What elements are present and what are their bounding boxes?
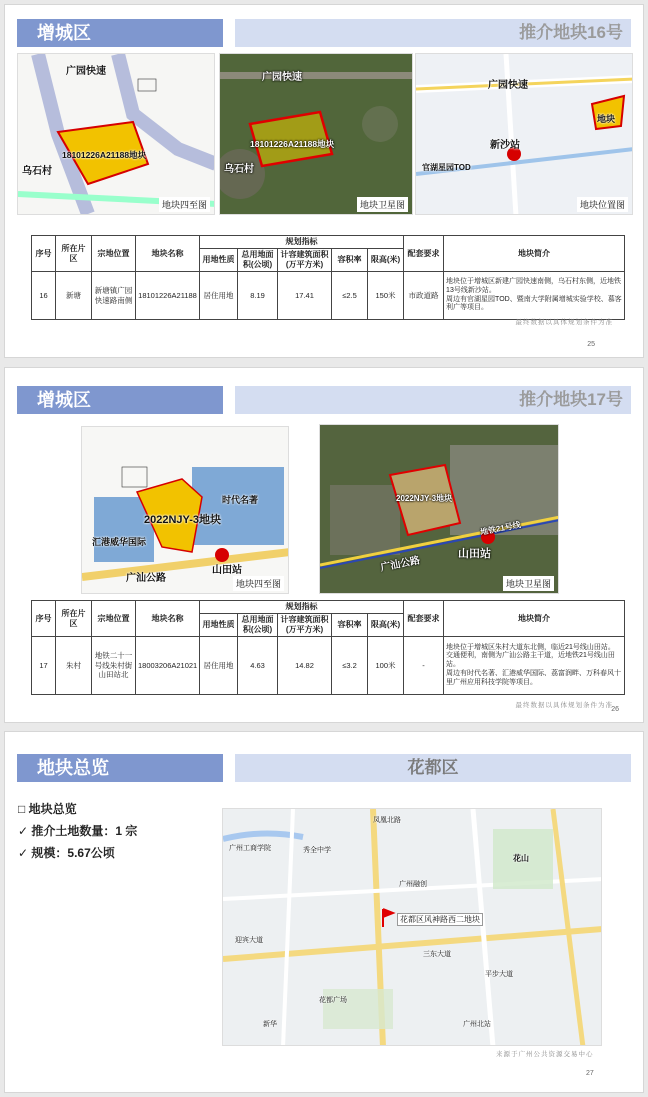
col-name: 地块名称 <box>136 601 200 637</box>
table-row: 17 朱村 地铁二十一号线朱村街山田站北 18003206A21021 居住用地 4.63 14.82 ≤3.2 100米 - 地块位于增城区朱村大道东北侧，临近21号线山田站。 交通便利，南侧为广汕公路主干道，近地铁21号线山田站。 周边有时代名著、汇港威华国际、荔富润畔、万科春风十里广州应用科技学院等项目。 <box>32 637 625 695</box>
satellite-map <box>219 53 413 215</box>
plot-table <box>31 235 625 320</box>
area-label: 新华 <box>263 1021 277 1028</box>
bullet-summary: □ 地块总览 <box>18 802 77 816</box>
bullet-count: ✓ 推介土地数量：1 宗 <box>18 824 138 838</box>
road-label: 广园快速 <box>488 80 528 91</box>
desc-cell: 地块位于增城区朱村大道东北侧，临近21号线山田站。 交通便利，南侧为广汕公路主干道，近地铁21号线山田站。 周边有时代名著、汇港威华国际、荔富润畔、万科春风十里广州应用科技学院等项目。 <box>444 637 625 695</box>
station-label: 山田站 <box>212 565 242 576</box>
summary-bullets <box>18 798 137 864</box>
project-label: 时代名著 <box>222 495 259 505</box>
road-label: 三东大道 <box>423 951 451 958</box>
plot-label: 18101226A21188地块 <box>250 139 335 149</box>
bullet-scale: ✓ 规模：5.67公顷 <box>18 846 115 860</box>
footnote: 最终数据以具体规划条件为准 <box>515 702 613 709</box>
road-label: 凤凰北路 <box>373 817 401 824</box>
col-use: 用地性质 <box>200 249 238 272</box>
plot-label: 18101226A21188地块 <box>62 150 147 160</box>
col-name: 地块名称 <box>136 236 200 272</box>
map-caption: 地块卫星图 <box>357 197 408 212</box>
col-no: 序号 <box>32 236 56 272</box>
boundary-map <box>17 53 215 215</box>
project-label: 汇港威华国际 <box>92 537 147 547</box>
road-label: 广汕公路 <box>126 573 166 584</box>
col-planning: 规划指标 <box>200 601 404 614</box>
location-map <box>415 53 633 215</box>
plot-table: 序号 所在片区 宗地位置 地块名称 规划指标 配套要求 地块简介 用地性质 总用地面积(公顷) 计容建筑面积(万平方米) 容积率 限高(米) 17 朱村 地铁二十一号线朱村街山田站北 18003206A21021 居住用地 4.63 14.82 ≤3.2 100米 - 地块位于增城区朱村大道东北侧，临近21号线山田站。 交通便利，南侧为广汕公路主干道，近地铁21号线山田站。 周边有时代名著、汇港威华国际、荔富润畔、万科春风十里广州应用科技学院等项目。 <box>31 600 625 695</box>
plot-label: 地块 <box>597 114 616 124</box>
map-caption: 地块四至图 <box>233 576 284 591</box>
road-label: 平步大道 <box>485 971 513 978</box>
village-label: 乌石村 <box>224 164 254 175</box>
col-location: 宗地位置 <box>92 236 136 272</box>
satellite-drawing <box>220 54 413 215</box>
huadu-map <box>222 808 602 1046</box>
map-caption: 地块卫星图 <box>503 576 554 591</box>
tod-label: 官湖星园TOD <box>422 163 471 172</box>
page-number: 27 <box>586 1070 594 1077</box>
page-number: 25 <box>587 341 595 348</box>
plot-label: 2022NJY-3地块 <box>396 494 453 503</box>
road-label: 广汕公路 <box>379 555 422 574</box>
page-number: 26 <box>611 706 619 713</box>
page-26 <box>4 367 644 723</box>
poi-label: 广州融创 <box>399 881 427 888</box>
col-support: 配套要求 <box>404 236 444 272</box>
col-planning: 规划指标 <box>200 236 404 249</box>
district-header: 增城区 <box>17 386 223 414</box>
satellite-map <box>319 424 559 594</box>
col-area: 所在片区 <box>56 236 92 272</box>
col-desc: 地块简介 <box>444 601 625 637</box>
district-header: 增城区 <box>17 19 223 47</box>
col-gfa: 计容建筑面积(万平方米) <box>278 249 332 272</box>
map-caption: 地块位置图 <box>577 197 628 212</box>
map-caption: 地块四至图 <box>159 197 210 212</box>
poi-label: 广州北站 <box>463 1021 491 1028</box>
poi-label: 广州工商学院 <box>229 845 271 852</box>
boundary-map <box>81 426 289 594</box>
col-area: 所在片区 <box>56 601 92 637</box>
col-land-area: 总用地面积(公顷) <box>238 249 278 272</box>
source-note: 来源于广州公共资源交易中心 <box>496 1051 594 1058</box>
station-label: 新沙站 <box>490 140 520 151</box>
section-header: 地块总览 <box>17 754 223 782</box>
col-height: 限高(米) <box>368 249 404 272</box>
road-label: 广园快速 <box>66 66 106 77</box>
area-label: 花山 <box>513 854 529 863</box>
plot-title: 推介地块17号 <box>235 386 631 414</box>
col-far: 容积率 <box>332 249 368 272</box>
plot-title: 推介地块16号 <box>235 19 631 47</box>
table-row: 16 新塘 新塘镇广园快速路南侧 18101226A21188 居住用地 8.19 17.41 ≤2.5 150米 市政道路 地块位于增城区新建广园快速南侧，乌石村东侧，近地铁13号线新沙站。 周边有官湖星园TOD、暨南大学附属增城实验学校、慕客利广等项目。 <box>32 272 625 320</box>
district-title: 花都区 <box>235 754 631 782</box>
huadu-map-drawing <box>223 809 602 1046</box>
col-no: 序号 <box>32 601 56 637</box>
poi-label: 花都广场 <box>319 997 347 1004</box>
plot-label: 2022NJY-3地块 <box>144 514 222 526</box>
metro-label: 地铁21号线 <box>479 520 522 537</box>
station-label: 山田站 <box>458 548 491 560</box>
desc-cell: 地块位于增城区新建广园快速南侧，乌石村东侧，近地铁13号线新沙站。 周边有官湖星园TOD、暨南大学附属增城实验学校、慕客利广等项目。 <box>444 272 625 320</box>
satellite-drawing <box>320 425 559 594</box>
footnote: 最终数据以具体规划条件为准 <box>515 319 613 326</box>
road-label: 广园快速 <box>262 72 302 83</box>
plot-pin-label: 花都区风神路西二地块 <box>397 913 483 926</box>
col-location: 宗地位置 <box>92 601 136 637</box>
col-desc: 地块简介 <box>444 236 625 272</box>
poi-label: 秀全中学 <box>303 847 331 854</box>
page-25 <box>4 4 644 358</box>
village-label: 乌石村 <box>22 166 52 177</box>
road-label: 迎宾大道 <box>235 937 263 944</box>
col-support: 配套要求 <box>404 601 444 637</box>
boundary-map-drawing <box>18 54 215 215</box>
